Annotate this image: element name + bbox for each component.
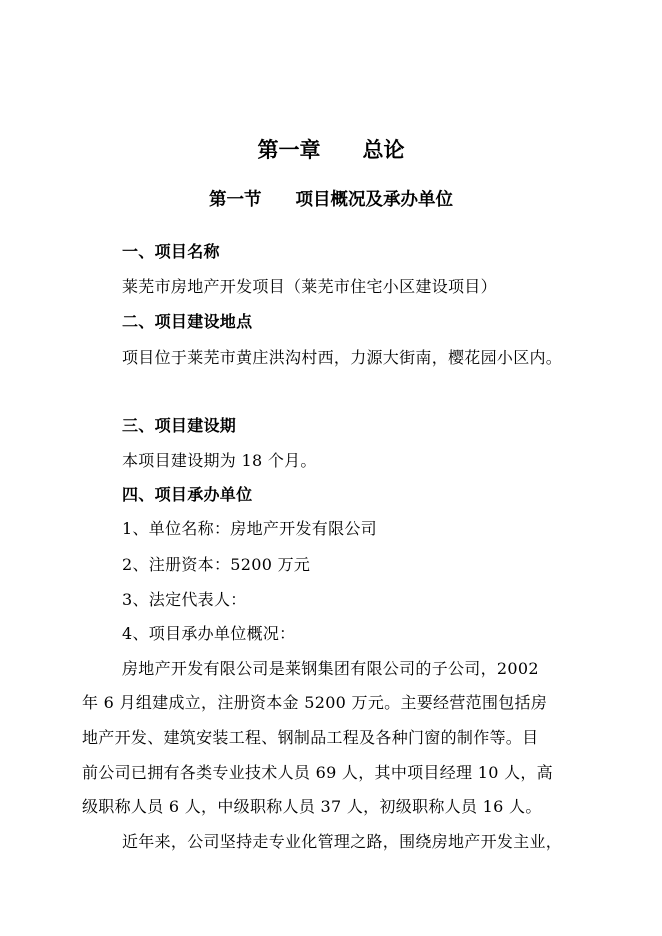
unit-name-item: 1、单位名称：房地产开发有限公司 <box>122 519 377 538</box>
heading-project-unit: 四、项目承办单位 <box>122 485 253 504</box>
body-paragraph-2-line-1: 近年来，公司坚持走专业化管理之路，围绕房地产开发主业， <box>122 832 563 851</box>
heading-project-location: 二、项目建设地点 <box>122 312 253 331</box>
section-name: 项目概况及承办单位 <box>295 190 453 210</box>
heading-project-period: 三、项目建设期 <box>122 416 237 435</box>
section-label: 第一节 <box>209 190 262 210</box>
body-paragraph-1-line-3: 地产开发、建筑安装工程、钢制品工程及各种门窗的制作等。目 <box>82 728 539 747</box>
project-location-text: 项目位于莱芜市黄庄洪沟村西，力源大街南，樱花园小区内。 <box>122 348 563 367</box>
heading-project-name: 一、项目名称 <box>122 242 220 261</box>
unit-overview-item: 4、项目承办单位概况： <box>122 624 296 643</box>
unit-representative-item: 3、法定代表人： <box>122 590 247 609</box>
project-name-text: 莱芜市房地产开发项目（莱芜市住宅小区建设项目） <box>122 277 497 296</box>
unit-capital-item: 2、注册资本：5200 万元 <box>122 555 311 574</box>
section-title <box>0 188 662 212</box>
chapter-title <box>0 136 662 164</box>
body-paragraph-1-line-4: 前公司已拥有各类专业技术人员 69 人，其中项目经理 10 人，高 <box>82 763 553 782</box>
body-paragraph-1-line-5: 级职称人员 6 人，中级职称人员 37 人，初级职称人员 16 人。 <box>82 797 542 816</box>
chapter-label: 第一章 <box>257 138 321 162</box>
project-period-text: 本项目建设期为 18 个月。 <box>122 451 317 470</box>
chapter-name: 总论 <box>362 138 405 162</box>
body-paragraph-1-line-2: 年 6 月组建成立，注册资本金 5200 万元。主要经营范围包括房 <box>82 693 548 712</box>
body-paragraph-1-line-1: 房地产开发有限公司是莱钢集团有限公司的子公司，2002 <box>122 659 539 678</box>
